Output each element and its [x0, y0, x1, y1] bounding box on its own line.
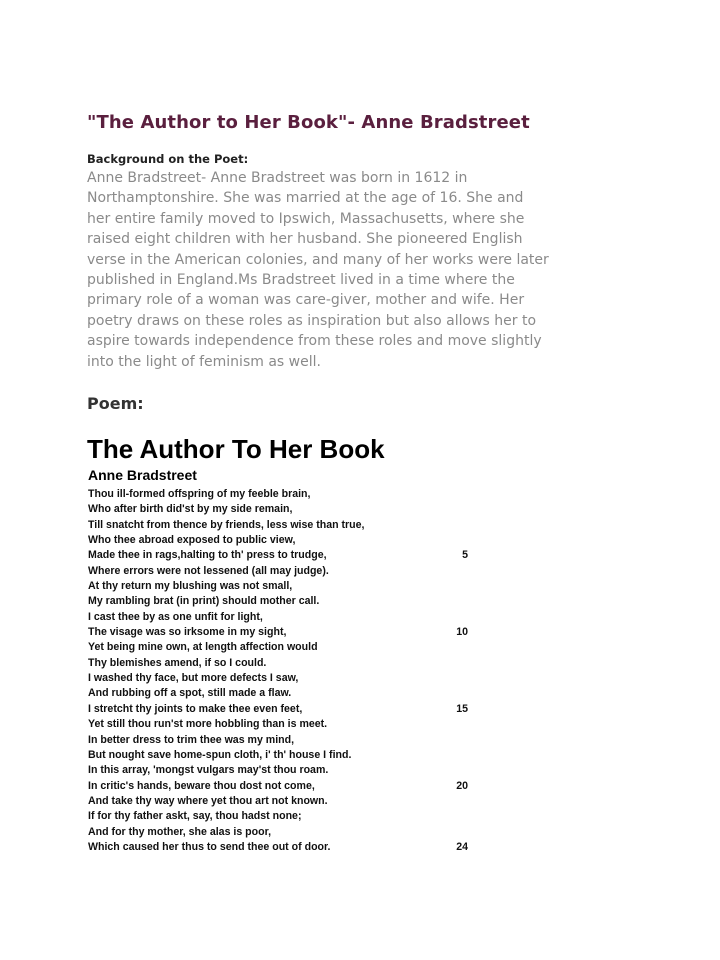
poem-line: [88, 840, 468, 855]
poem-line: [88, 502, 468, 517]
poem-line: [88, 594, 468, 609]
poem-line: [88, 763, 468, 778]
poem-line-text: Till snatcht from thence by friends, less wise than true,: [88, 518, 365, 531]
poem-line-text: I stretcht thy joints to make thee even feet,: [88, 702, 303, 715]
background-line: raised eight children with her husband. She pioneered English: [87, 231, 523, 248]
poem-line: [88, 717, 468, 732]
poem-line-text: The visage was so irksome in my sight,: [88, 626, 287, 639]
poem-line: [88, 779, 468, 794]
poem-line-text: But nought save home-spun cloth, i' th' house I find.: [88, 748, 352, 761]
poem-line-text: In this array, 'mongst vulgars may'st thou roam.: [88, 764, 329, 777]
background-line: aspire towards independence from these roles and move slightly: [87, 333, 542, 350]
poem-line: [88, 794, 468, 809]
poem-line: [88, 610, 468, 625]
poem-line-text: Made thee in rags,halting to th' press to trudge,: [88, 549, 327, 562]
poem-line-text: Who thee abroad exposed to public view,: [88, 534, 296, 547]
poem-line-text: Thou ill-formed offspring of my feeble brain,: [88, 488, 311, 500]
poem-line-text: I cast thee by as one unfit for light,: [88, 610, 263, 623]
poem-line-text: I washed thy face, but more defects I saw,: [88, 672, 299, 685]
poem-line: [88, 518, 468, 533]
poem-line: [88, 748, 468, 763]
poem-line-text: Yet still thou run'st more hobbling than is meet.: [88, 718, 328, 731]
document-title: "The Author to Her Book"- Anne Bradstreet: [87, 112, 530, 133]
poem-line: [88, 671, 468, 686]
poem-line-text: And rubbing off a spot, still made a flaw.: [88, 687, 292, 700]
background-line: primary role of a woman was care-giver, mother and wife. Her: [87, 292, 525, 309]
poem-line-number: 10: [456, 626, 468, 639]
poem-line-text: Who after birth did'st by my side remain,: [88, 503, 293, 516]
poem-line: [88, 702, 468, 717]
background-line: Anne Bradstreet- Anne Bradstreet was born in 1612 in: [87, 170, 468, 186]
poem-line-text: In better dress to trim thee was my mind,: [88, 733, 295, 746]
poem-line: [88, 579, 468, 594]
background-line: Northamptonshire. She was married at the age of 16. She and: [87, 190, 524, 207]
poem-line: [88, 625, 468, 640]
background-line: poetry draws on these roles as inspiration but also allows her to: [87, 312, 537, 329]
poem-line-text: Yet being mine own, at length affection would: [88, 641, 318, 654]
poem-title: The Author To Her Book: [87, 434, 385, 464]
poem-line-number: 20: [456, 779, 468, 792]
poem-section-heading: Poem:: [87, 394, 144, 413]
poem-line-text: At thy return my blushing was not small,: [88, 580, 293, 593]
poem-line-text: And for thy mother, she alas is poor,: [88, 825, 272, 838]
poem-line-text: Where errors were not lessened (all may judge).: [88, 564, 329, 577]
poem-author: Anne Bradstreet: [88, 467, 197, 483]
poem-line: [88, 686, 468, 701]
background-paragraph: [87, 168, 549, 372]
poem-line: [88, 487, 468, 502]
poem-line: [88, 825, 468, 840]
poem-line: [88, 533, 468, 548]
poem-line-number: 24: [456, 840, 468, 853]
poem-line-text: And take thy way where yet thou art not known.: [88, 794, 328, 807]
background-line: her entire family moved to Ipswich, Massachusetts, where she: [87, 210, 525, 227]
background-line: verse in the American colonies, and many of her works were later: [87, 251, 549, 268]
poem-line-number: 15: [456, 702, 468, 715]
poem-line: [88, 640, 468, 655]
poem-line-number: 5: [462, 549, 468, 562]
background-line: published in England.Ms Bradstreet lived in a time where the: [87, 272, 515, 289]
poem-line: [88, 656, 468, 671]
poem-line-text: Thy blemishes amend, if so I could.: [88, 656, 267, 669]
poem-line-text: My rambling brat (in print) should mother call.: [88, 595, 320, 608]
background-heading: Background on the Poet:: [87, 152, 249, 166]
poem-line: [88, 809, 468, 824]
poem-line: [88, 548, 468, 563]
poem-line: [88, 733, 468, 748]
background-line: into the light of feminism as well.: [87, 353, 321, 370]
poem-line-text: If for thy father askt, say, thou hadst none;: [88, 810, 302, 823]
poem-lines: [88, 487, 468, 855]
poem-line-text: In critic's hands, beware thou dost not come,: [88, 779, 315, 792]
poem-line: [88, 564, 468, 579]
poem-line-text: Which caused her thus to send thee out of door.: [88, 840, 331, 853]
